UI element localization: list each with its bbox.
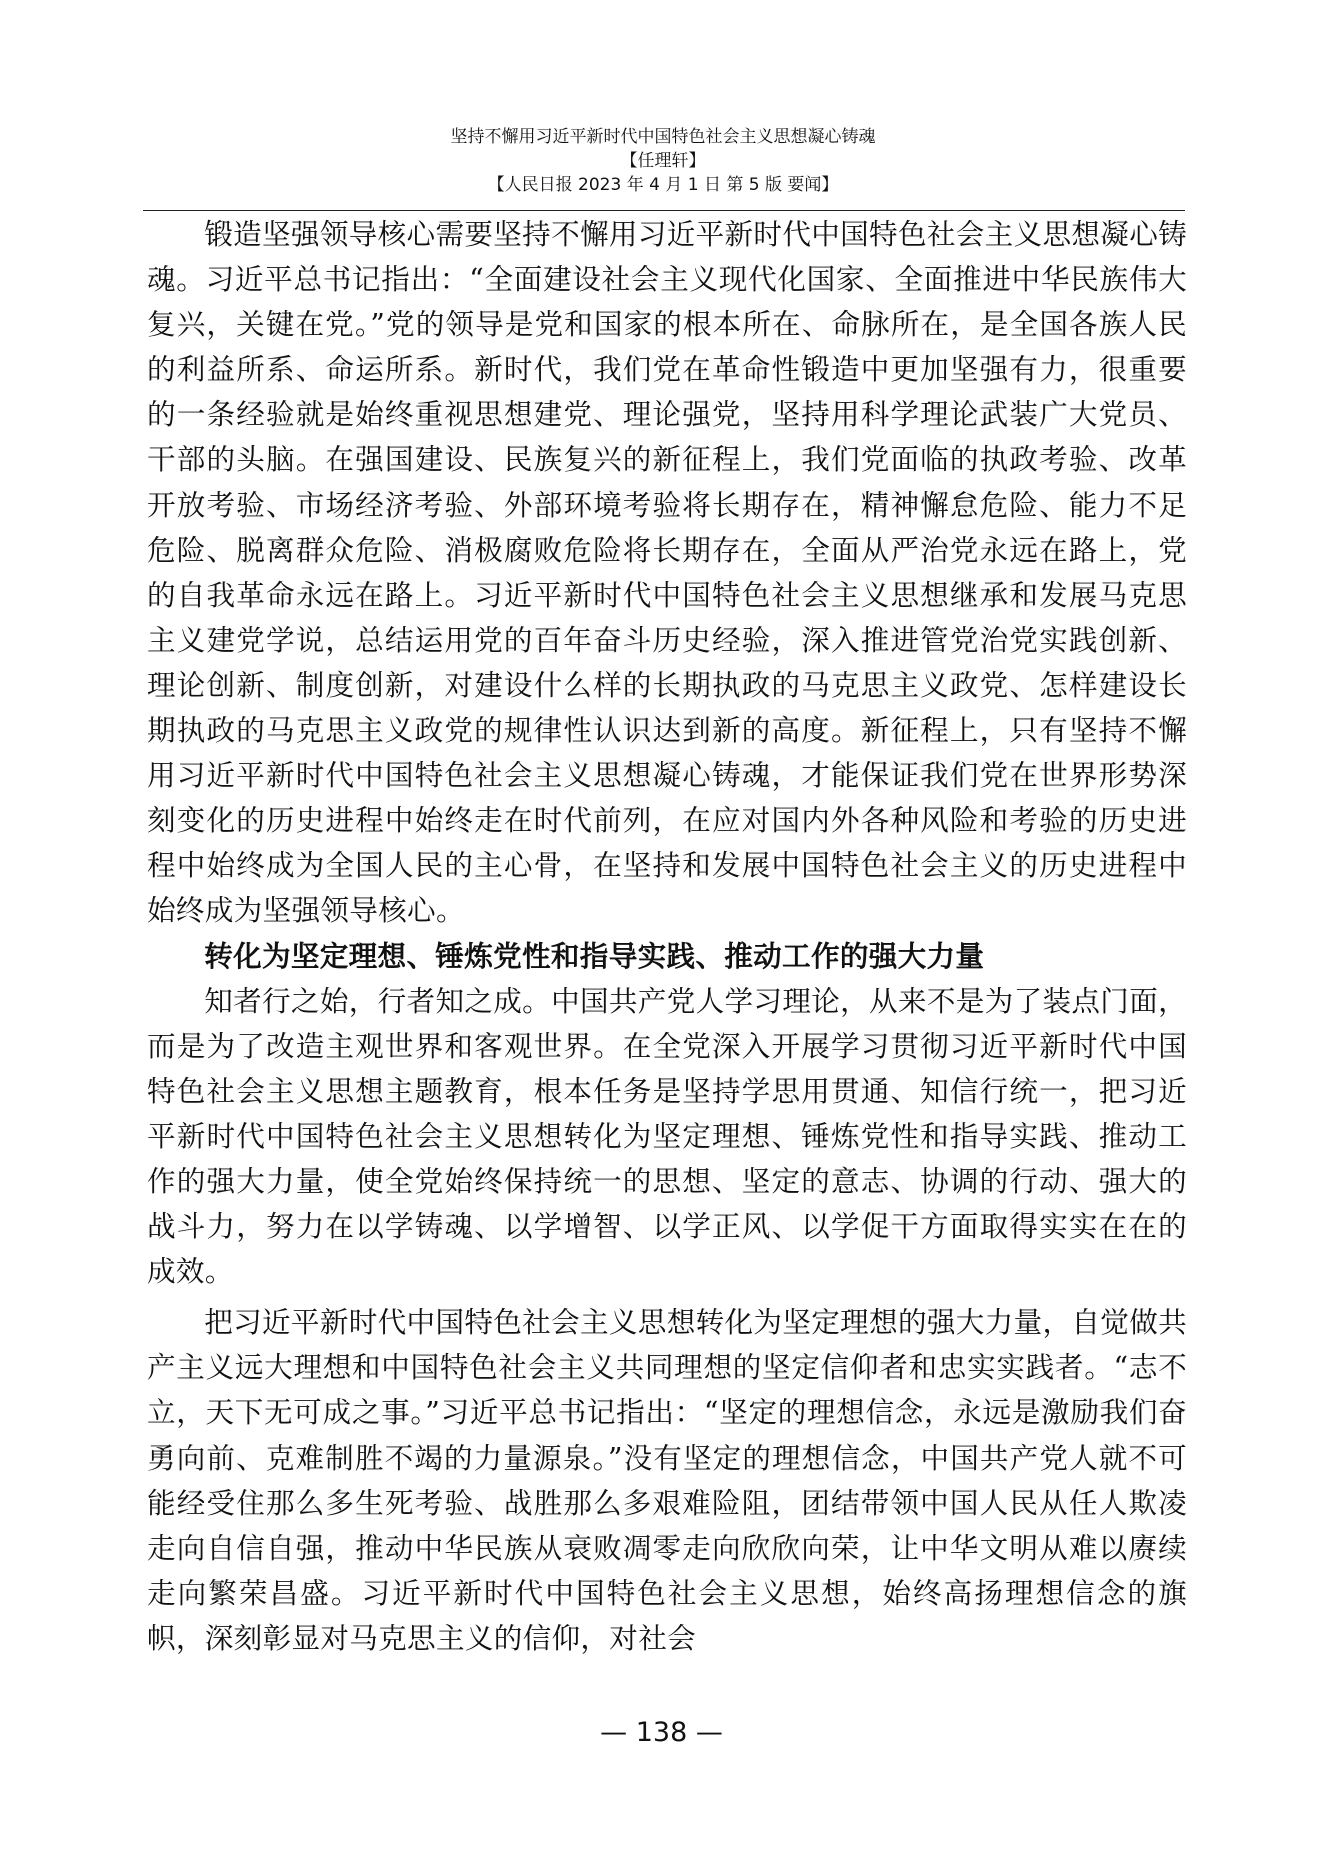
article-body [147,212,1187,1661]
page-number: — 138 — [600,1717,723,1748]
section-heading: 转化为坚定理想、锤炼党性和指导实践、推动工作的强大力量 [204,938,985,973]
header-divider [143,210,1185,211]
paragraph-3: 把习近平新时代中国特色社会主义思想转化为坚定理想的强大力量，自觉做共产主义远大理想和中国特色社会主义共同理想的坚定信仰者和忠实实践者。“志不立，天下无可成之事。”习近平总书记指出：“坚定的理想信念，永远是激励我们奋勇向前、克难制胜不竭的力量源泉。”没有坚定的理想信念，中国共产党人就不可能经受住那么多生死考验、战胜那么多艰难险阻，团结带领中国人民从任人欺凌走向自信自强，推动中华民族从衰败凋零走向欣欣向荣，让中华文明从难以赓续走向繁荣昌盛。习近平新时代中国特色社会主义思想，始终高扬理想信念的旗帜，深刻彰显对马克思主义的信仰，对社会 [147,1305,1187,1655]
header-author: 【任理轩】 [620,151,706,171]
paragraph-2: 知者行之始，行者知之成。中国共产党人学习理论，从来不是为了装点门面，而是为了改造主观世界和客观世界。在全党深入开展学习贯彻习近平新时代中国特色社会主义思想主题教育，根本任务是坚持学思用贯通、知信行统一，把习近平新时代中国特色社会主义思想转化为坚定理想、锤炼党性和指导实践、推动工作的强大力量，使全党始终保持统一的思想、坚定的意志、协调的行动、强大的战斗力，努力在以学铸魂、以学增智、以学正风、以学促干方面取得实实在在的成效。 [147,983,1187,1289]
paragraph-1: 锻造坚强领导核心需要坚持不懈用习近平新时代中国特色社会主义思想凝心铸魂。习近平总书记指出：“全面建设社会主义现代化国家、全面推进中华民族伟大复兴，关键在党。”党的领导是党和国家的根本所在、命脉所在，是全国各族人民的利益所系、命运所系。新时代，我们党在革命性锻造中更加坚强有力，很重要的一条经验就是始终重视思想建党、理论强党，坚持用科学理论武装广大党员、干部的头脑。在强国建设、民族复兴的新征程上，我们党面临的执政考验、改革开放考验、市场经济考验、外部环境考验将长期存在，精神懈怠危险、能力不足危险、脱离群众危险、消极腐败危险将长期存在，全面从严治党永远在路上，党的自我革命永远在路上。习近平新时代中国特色社会主义思想继承和发展马克思主义建党学说，总结运用党的百年奋斗历史经验，深入推进管党治党实践创新、理论创新、制度创新，对建设什么样的长期执政的马克思主义政党、怎样建设长期执政的马克思主义政党的规律性认识达到新的高度。新征程上，只有坚持不懈用习近平新时代中国特色社会主义思想凝心铸魂，才能保证我们党在世界形势深刻变化的历史进程中始终走在时代前列，在应对国内外各种风险和考验的历史进程中始终成为全国人民的主心骨，在坚持和发展中国特色社会主义的历史进程中始终成为坚强领导核心。 [147,217,1187,928]
header-source: 【人民日报 2023 年 4 月 1 日 第 5 版 要闻】 [487,175,839,195]
page-header [143,125,1183,197]
header-title: 坚持不懈用习近平新时代中国特色社会主义思想凝心铸魂 [450,127,876,147]
